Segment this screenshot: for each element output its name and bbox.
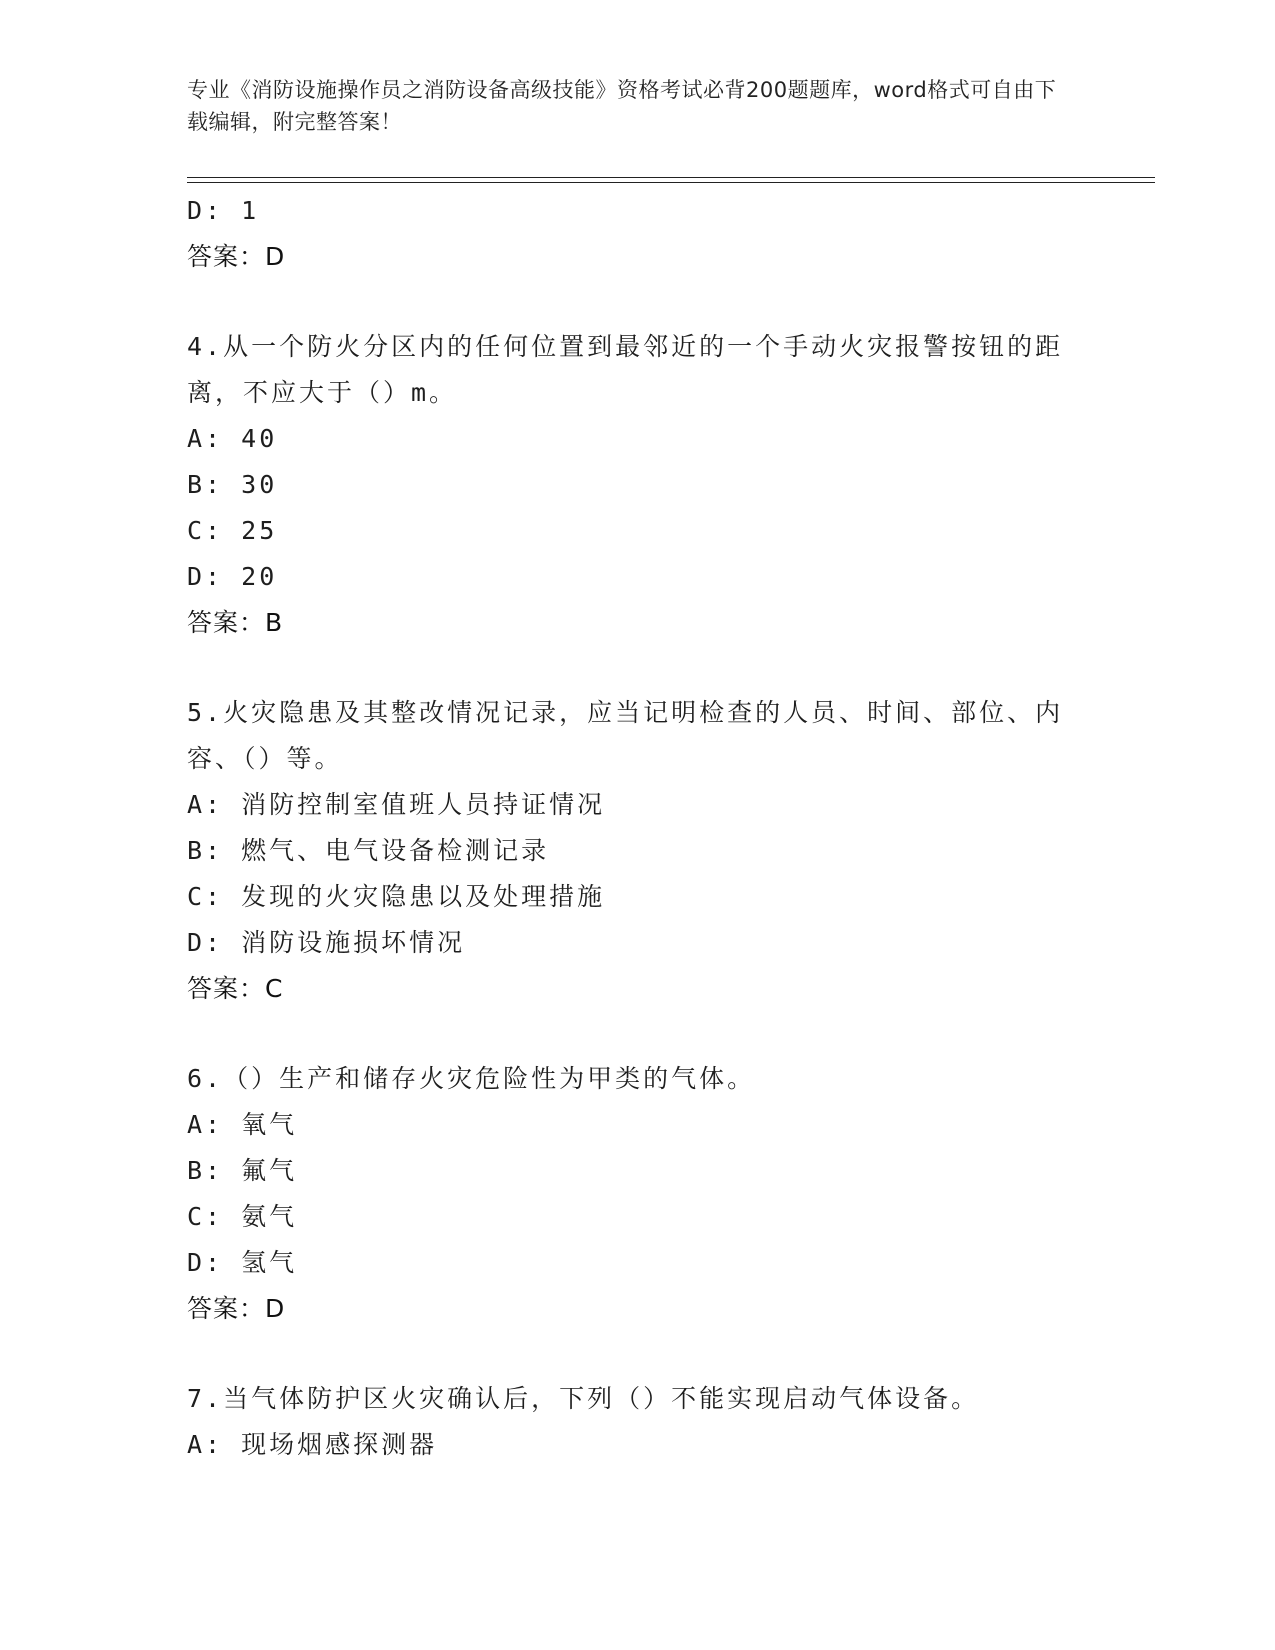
previous-question-tail: [187, 188, 1087, 280]
option-a: A: 消防控制室值班人员持证情况: [187, 790, 606, 819]
question-4: [187, 324, 1087, 646]
question-content: [187, 188, 1087, 1468]
header-rule-bottom: [187, 182, 1155, 183]
option-d: D: 消防设施损坏情况: [187, 928, 466, 957]
option-d: D: 20: [187, 562, 278, 591]
header-rule-top: [187, 177, 1155, 178]
option-a: A: 40: [187, 424, 278, 453]
option-b: B: 30: [187, 470, 278, 499]
option-a: A: 氧气: [187, 1110, 298, 1139]
option-d: D: 1: [187, 196, 260, 225]
question-5: [187, 690, 1087, 1012]
document-header: 专业《消防设施操作员之消防设备高级技能》资格考试必背200题题库，word格式可自由下载编辑，附完整答案！: [187, 78, 1057, 134]
question-title: 5.火灾隐患及其整改情况记录，应当记明检查的人员、时间、部位、内容、（）等。: [187, 698, 1064, 773]
option-b: B: 氟气: [187, 1156, 298, 1185]
option-c: C: 氨气: [187, 1202, 298, 1231]
option-a: A: 现场烟感探测器: [187, 1430, 438, 1459]
answer: 答案：C: [187, 974, 284, 1003]
question-title: 6.（）生产和储存火灾危险性为甲类的气体。: [187, 1064, 756, 1093]
question-6: [187, 1056, 1087, 1332]
option-b: B: 燃气、电气设备检测记录: [187, 836, 550, 865]
question-title: 7.当气体防护区火灾确认后，下列（）不能实现启动气体设备。: [187, 1384, 980, 1413]
option-c: C: 发现的火灾隐患以及处理措施: [187, 882, 606, 911]
option-d: D: 氢气: [187, 1248, 298, 1277]
question-7: [187, 1376, 1087, 1468]
question-title: 4.从一个防火分区内的任何位置到最邻近的一个手动火灾报警按钮的距离，不应大于（）m。: [187, 332, 1064, 407]
answer: 答案：B: [187, 608, 284, 637]
answer: 答案：D: [187, 242, 286, 271]
answer: 答案：D: [187, 1294, 286, 1323]
option-c: C: 25: [187, 516, 278, 545]
